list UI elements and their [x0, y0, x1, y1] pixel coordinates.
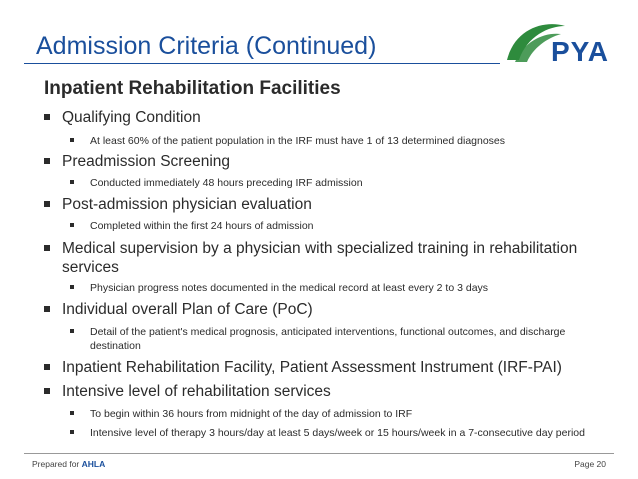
square-bullet-icon — [70, 223, 74, 227]
square-bullet-icon — [44, 306, 50, 312]
sub-bullet-text: Completed within the first 24 hours of admission — [90, 220, 314, 232]
square-bullet-icon — [70, 138, 74, 142]
list-item — [44, 108, 604, 127]
square-bullet-icon — [70, 329, 74, 333]
square-bullet-icon — [44, 388, 50, 394]
bullet-text: Medical supervision by a physician with specialized training in rehabilitation services — [62, 240, 578, 276]
square-bullet-icon — [44, 114, 50, 120]
sub-bullet-text: To begin within 36 hours from midnight of the day of admission to IRF — [90, 408, 413, 420]
square-bullet-icon — [70, 430, 74, 434]
square-bullet-icon — [44, 158, 50, 164]
square-bullet-icon — [44, 364, 50, 370]
sub-list-item — [70, 281, 610, 295]
sub-bullet-text: Detail of the patient's medical prognosis, anticipated interventions, functional outcomes, and discharge destination — [90, 326, 566, 352]
sub-bullet-text: Physician progress notes documented in the medical record at least every 2 to 3 days — [90, 282, 489, 294]
sub-bullet-text: At least 60% of the patient population in the IRF must have 1 of 13 determined diagnoses — [90, 135, 506, 147]
slide-subtitle: Inpatient Rehabilitation Facilities — [44, 78, 341, 99]
title-divider — [24, 63, 500, 64]
bullet-text: Intensive level of rehabilitation services — [62, 383, 331, 400]
page-number: Page 20 — [574, 459, 606, 469]
square-bullet-icon — [44, 201, 50, 207]
bullet-text: Individual overall Plan of Care (PoC) — [62, 301, 313, 318]
square-bullet-icon — [70, 411, 74, 415]
square-bullet-icon — [70, 285, 74, 289]
square-bullet-icon — [70, 180, 74, 184]
sub-bullet-text: Conducted immediately 48 hours preceding IRF admission — [90, 177, 363, 189]
footer-prepared-for — [32, 459, 105, 469]
sub-list-item — [70, 134, 610, 148]
footer-divider — [24, 453, 614, 454]
slide-title: Admission Criteria (Continued) — [36, 32, 377, 60]
list-item — [44, 382, 604, 401]
bullet-text: Qualifying Condition — [62, 109, 201, 126]
sub-list-item — [70, 426, 610, 440]
sub-list-item — [70, 325, 610, 353]
sub-list-item — [70, 176, 610, 190]
bullet-text: Inpatient Rehabilitation Facility, Patient Assessment Instrument (IRF-PAI) — [62, 359, 562, 376]
list-item — [44, 300, 604, 319]
list-item — [44, 239, 604, 277]
prepared-for-org: AHLA — [81, 459, 106, 469]
bullet-text: Preadmission Screening — [62, 153, 231, 170]
sub-list-item — [70, 219, 610, 233]
list-item — [44, 358, 604, 377]
square-bullet-icon — [44, 245, 50, 251]
prepared-for-label: Prepared for — [32, 459, 80, 469]
list-item — [44, 152, 604, 171]
bullet-text: Post-admission physician evaluation — [62, 196, 312, 213]
sub-bullet-text: Intensive level of therapy 3 hours/day at least 5 days/week or 15 hours/week in a 7-consecutive day period — [90, 427, 585, 439]
logo-wordmark: PYA — [551, 36, 610, 67]
sub-list-item — [70, 407, 610, 421]
list-item — [44, 195, 604, 214]
